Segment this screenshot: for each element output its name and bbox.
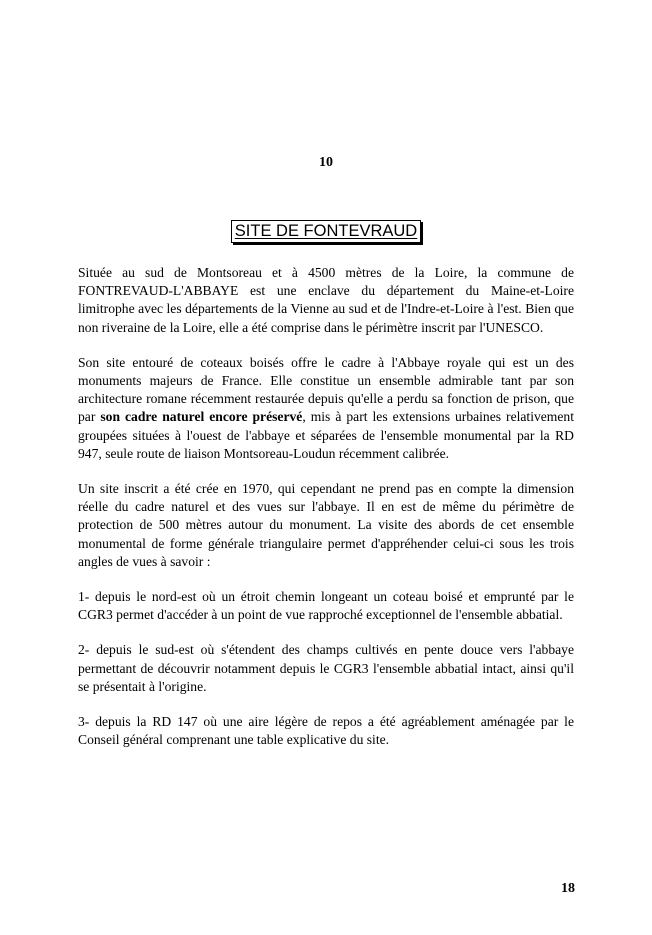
paragraph-inscription	[78, 480, 574, 571]
paragraph-text: 1- depuis le nord-est où un étroit chemin longeant un coteau boisé et emprunté par le CGR3 permet d'accéder à un point de vue rapproché exceptionnel de l'ensemble abbatial.	[78, 589, 574, 623]
page-number: 18	[561, 881, 575, 896]
paragraph-view-2	[78, 641, 574, 696]
page-title: SITE DE FONTEVRAUD	[231, 220, 421, 243]
paragraph-text: Située au sud de Montsoreau et à 4500 mètres de la Loire, la commune de FONTREVAUD-L'ABBAYE est une enclave du département du Maine-et-Loire limitrophe avec les départements de la Vienne au sud et de l'Indre-et-Loire à l'est. Bien que non riveraine de la Loire, elle a été comprise dans le périmètre inscrit par l'UNESCO.	[78, 265, 574, 335]
emphasis-text: son cadre naturel encore préservé	[100, 409, 303, 425]
paragraph-text: 2- depuis le sud-est où s'étendent des champs cultivés en pente douce vers l'abbaye permettant de découvrir notamment depuis le CGR3 l'ensemble abbatial intact, ainsi qu'il se présentait à l'origine.	[78, 642, 574, 694]
paragraph-view-1	[78, 588, 574, 624]
paragraph-view-3	[78, 713, 574, 749]
paragraph-site	[78, 354, 574, 463]
title-container	[0, 220, 652, 243]
section-number: 10	[319, 155, 333, 170]
paragraph-text: Son site entouré de coteaux boisés offre le cadre à l'Abbaye royale qui est un des monuments majeurs de France. Elle constitue un ensemble admirable tant par son architecture romane récemment restaurée depuis qu'elle a perdu sa fonction de prison, que par	[78, 354, 574, 425]
paragraph-text: , mis à part les extensions urbaines relativement groupées situées à l'ouest de l'abbaye et séparées de l'ensemble monumental par la RD 947, seule route de liaison Montsoreau-Loudun récemment calibrée.	[78, 409, 574, 461]
paragraph-intro	[78, 264, 574, 337]
body-text	[78, 264, 574, 766]
paragraph-text: Un site inscrit a été crée en 1970, qui cependant ne prend pas en compte la dimension réelle du cadre naturel et des vues sur l'abbaye. Il en est de même du périmètre de protection de 500 mètres autour du monument. La visite des abords de cet ensemble monumental de forme générale triangulaire permet d'appréhender celui-ci sous les trois angles de vues à savoir :	[78, 481, 574, 569]
paragraph-text: 3- depuis la RD 147 où une aire légère de repos a été agréablement aménagée par le Conseil général comprenant une table explicative du site.	[78, 714, 574, 748]
